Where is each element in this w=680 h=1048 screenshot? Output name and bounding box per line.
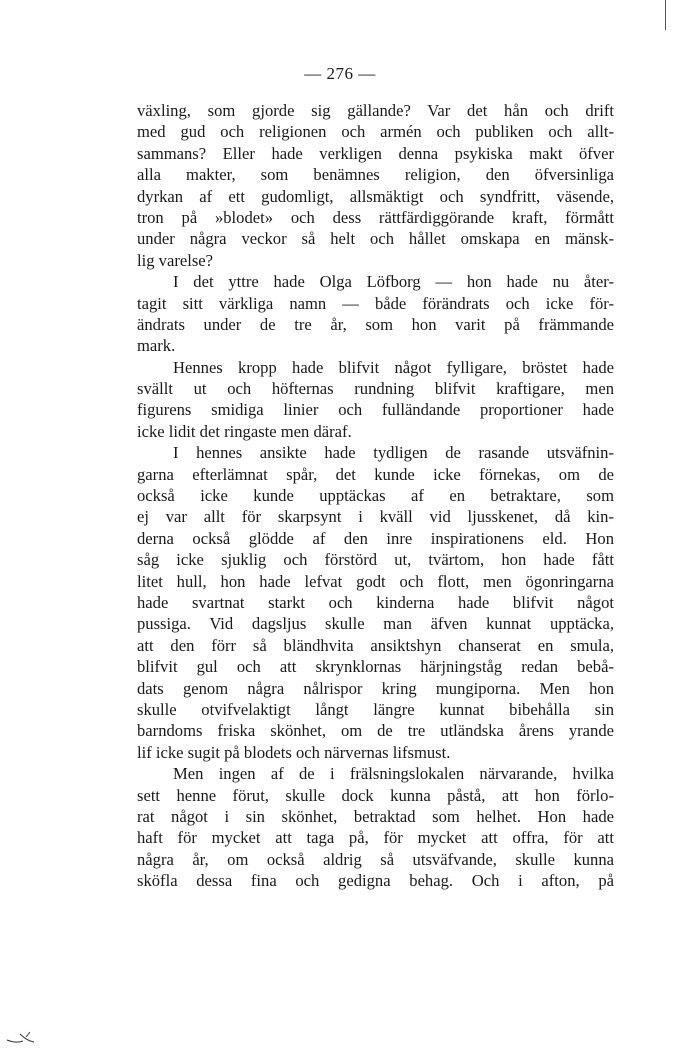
text-line: ändrats under de tre år, som hon varit på främmande bbox=[137, 314, 614, 334]
text-line: derna också glödde af den inre inspirationens eld. Hon bbox=[137, 528, 614, 548]
text-line: ej var allt för skarpsynt i kväll vid ljusskenet, då kin- bbox=[137, 507, 614, 527]
scan-artifact bbox=[6, 1030, 36, 1044]
text-line: Hennes kropp hade blifvit något fylligare, bröstet hade bbox=[173, 357, 614, 377]
text-line: haft för mycket att taga på, för mycket att offra, för att bbox=[137, 828, 614, 848]
text-line: figurens smidiga linier och fulländande proportioner hade bbox=[137, 400, 614, 420]
text-line: blifvit gul och att skrynklornas härjningståg redan bebå- bbox=[137, 657, 614, 677]
text-line: tron på »blodet» och dess rättfärdiggörande kraft, förmått bbox=[137, 207, 614, 227]
text-line: sammans? Eller hade verkligen denna psykiska makt öfver bbox=[137, 143, 614, 163]
text-line: under några veckor så helt och hållet omskapa en mänsk- bbox=[137, 229, 614, 249]
text-line: lif icke sugit på blodets och närvernas lifsmust. bbox=[137, 742, 451, 762]
text-line: I hennes ansikte hade tydligen de rasande utsväfnin- bbox=[173, 443, 614, 463]
text-line: rat något i sin skönhet, betraktad som helhet. Hon hade bbox=[137, 806, 614, 826]
text-line: alla makter, som benämnes religion, den öfversinliga bbox=[137, 165, 614, 185]
text-line: hade svartnat starkt och kinderna hade blifvit något bbox=[137, 592, 614, 612]
scan-edge-mark bbox=[665, 0, 666, 30]
text-line: Men ingen af de i frälsningslokalen närvarande, hvilka bbox=[173, 764, 614, 784]
text-line: sett henne förut, skulle dock kunna påstå, att hon förlo- bbox=[137, 785, 614, 805]
text-line: såg icke sjuklig och förstörd ut, tvärtom, hon hade fått bbox=[137, 550, 614, 570]
text-line: dyrkan af ett gudomligt, allsmäktigt och syndfritt, väsende, bbox=[137, 186, 614, 206]
text-line: pussiga. Vid dagsljus skulle man äfven kunnat upptäcka, bbox=[137, 614, 614, 634]
text-line: litet hull, hon hade lefvat godt och flott, men ögonringarna bbox=[137, 571, 614, 591]
text-line: icke lidit det ringaste men däraf. bbox=[137, 421, 352, 441]
text-line: sköfla dessa fina och gedigna behag. Och i afton, på bbox=[137, 871, 614, 891]
text-line: att den förr så bländhvita ansiktshyn chanserat en smula, bbox=[137, 635, 614, 655]
text-line: tagit sitt värkliga namn — både förändrats och icke för- bbox=[137, 293, 614, 313]
text-line: dats genom några nålrispor kring mungiporna. Men hon bbox=[137, 678, 614, 698]
text-line: växling, som gjorde sig gällande? Var det hån och drift bbox=[137, 101, 614, 120]
text-line: mark. bbox=[137, 336, 176, 356]
text-line: garna efterlämnat spår, det kunde icke förnekas, om de bbox=[137, 464, 614, 484]
body-text bbox=[137, 100, 614, 891]
text-line: I det yttre hade Olga Löfborg — hon hade nu åter- bbox=[173, 272, 614, 292]
text-line: med gud och religionen och armén och publiken och allt- bbox=[137, 122, 614, 142]
text-line: svällt ut och höfternas rundning blifvit kraftigare, men bbox=[137, 379, 614, 399]
text-line: också icke kunde upptäckas af en betraktare, som bbox=[137, 486, 614, 506]
text-line: barndoms friska skönhet, om de tre utländska årens yrande bbox=[137, 721, 614, 741]
text-line: lig varelse? bbox=[137, 250, 214, 270]
text-line: några år, om också aldrig så utsväfvande, skulle kunna bbox=[137, 849, 614, 869]
text-line: skulle otvifvelaktigt långt längre kunnat bibehålla sin bbox=[137, 699, 614, 719]
page-number: — 276 — bbox=[304, 64, 376, 83]
